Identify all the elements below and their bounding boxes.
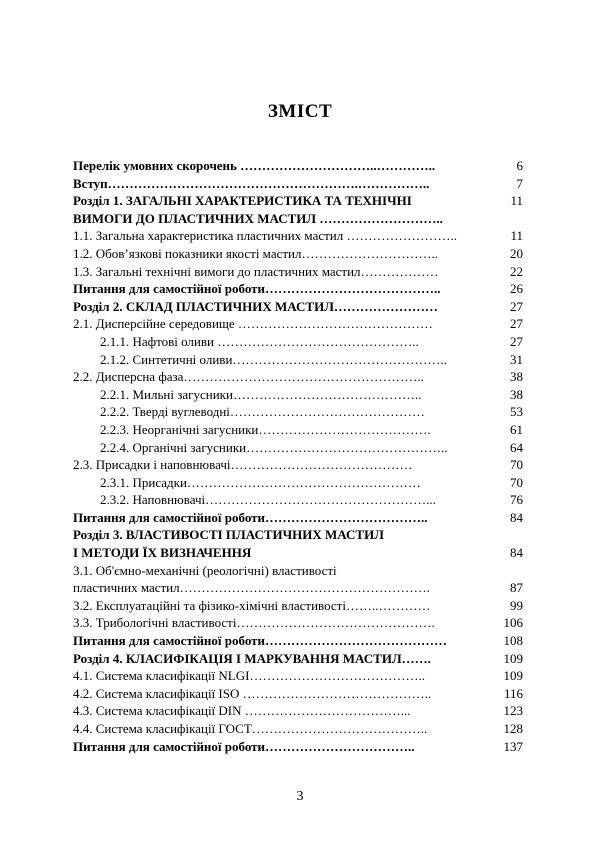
toc-entry-title: 1.1. Загальна характеристика пластичних мастил …………………….. bbox=[73, 228, 457, 244]
toc-entry-page: 27 bbox=[510, 298, 523, 314]
toc-entry bbox=[73, 245, 523, 263]
toc-entry-title: пластичних мастил…………………………………………………. bbox=[73, 580, 430, 596]
toc-entry bbox=[73, 491, 523, 509]
toc-entry-page: 109 bbox=[503, 668, 523, 684]
toc-entry-page: 70 bbox=[510, 474, 523, 490]
toc-entry-title: Питання для самостійної роботи……………………………….. bbox=[73, 509, 428, 525]
toc-entry-page: 123 bbox=[503, 703, 523, 719]
toc-entry bbox=[73, 650, 523, 668]
toc-entry bbox=[73, 351, 523, 369]
toc-entry bbox=[73, 175, 523, 193]
toc-entry-page: 27 bbox=[510, 333, 523, 349]
toc-entry bbox=[73, 157, 523, 175]
toc-entry-page: 11 bbox=[510, 228, 523, 244]
page-title: ЗМІСТ bbox=[267, 101, 333, 122]
toc-entry bbox=[73, 738, 523, 756]
toc-entry-page: 38 bbox=[510, 369, 523, 385]
toc-entry bbox=[73, 614, 523, 632]
toc-entry-title: 1.2. Обов’язкові показники якості мастил………………………….. bbox=[73, 245, 438, 261]
toc-entry-title: Розділ 1. ЗАГАЛЬНІ ХАРАКТЕРИСТИКА ТА ТЕХНІЧНІ bbox=[73, 193, 412, 209]
toc-entry-page: 70 bbox=[510, 457, 523, 473]
toc-entry-page: 26 bbox=[510, 281, 523, 297]
toc-entry-page: 31 bbox=[510, 351, 523, 367]
toc-entry-page: 53 bbox=[510, 404, 523, 420]
toc-entry-page: 27 bbox=[510, 316, 523, 332]
toc-entry-title: Розділ 3. ВЛАСТИВОСТІ ПЛАСТИЧНИХ МАСТИЛ bbox=[73, 527, 384, 543]
toc-entry-page: 99 bbox=[510, 597, 523, 613]
toc-entry bbox=[73, 667, 523, 685]
toc-entry-page: 108 bbox=[503, 633, 523, 649]
toc-entry-title: 4.1. Система класифікації NLGI………………………………….. bbox=[73, 668, 425, 684]
toc-entry-title: 2.2.4. Органічні загусники……………………………………….. bbox=[100, 439, 448, 455]
toc-entry-page: 64 bbox=[510, 439, 523, 455]
toc-entry-title: 4.3. Система класифікації DIN ………………………………... bbox=[73, 703, 411, 719]
toc-entry bbox=[73, 579, 523, 597]
toc-entry bbox=[73, 210, 523, 228]
toc-entry-title: 2.1.2. Синтетичні оливи………………………………………….. bbox=[100, 351, 447, 367]
toc-entry bbox=[73, 562, 523, 580]
toc-entry bbox=[73, 702, 523, 720]
toc-entry bbox=[73, 333, 523, 351]
toc-entry-title: 1.3. Загальні технічні вимоги до пластичних мастил……………… bbox=[73, 263, 439, 279]
toc-entry bbox=[73, 192, 523, 210]
toc-entry-title: Вступ………………………………………………….…………….. bbox=[73, 175, 430, 191]
toc-entry-page: 6 bbox=[516, 158, 523, 173]
toc-entry bbox=[73, 474, 523, 492]
toc-entry-page: 76 bbox=[510, 492, 523, 508]
toc-entry-title: 2.1. Дисперсійне середовище ……………………………………… bbox=[73, 316, 433, 332]
toc-entry bbox=[73, 685, 523, 703]
toc-entry-title: Питання для самостійної роботи…………………………………… bbox=[73, 633, 448, 649]
toc-entry-page: 84 bbox=[510, 545, 523, 561]
toc-entry-title: 2.2. Дисперсна фаза……………………………………………….. bbox=[73, 369, 424, 385]
toc-entry-page: 87 bbox=[510, 580, 523, 596]
toc-entry bbox=[73, 386, 523, 404]
toc-entry-title: І МЕТОДИ ЇХ ВИЗНАЧЕННЯ bbox=[73, 545, 252, 561]
toc-entry bbox=[73, 526, 523, 544]
toc-entry-page: 11 bbox=[510, 193, 523, 209]
toc-entry bbox=[73, 263, 523, 281]
toc-entry-title: 3.3. Трибологічні властивості………………………………………. bbox=[73, 615, 435, 631]
toc-entry bbox=[73, 544, 523, 562]
toc-entry-title: 2.1.1. Нафтові оливи ……………………………………….. bbox=[100, 333, 419, 349]
toc-entry-page: 128 bbox=[503, 721, 523, 736]
toc-entry bbox=[73, 227, 523, 245]
toc-entry-title: Перелік умовних скорочень …………………………..………….. bbox=[73, 158, 436, 173]
toc-entry bbox=[73, 439, 523, 457]
page-number: 3 bbox=[296, 789, 304, 804]
table-of-contents bbox=[73, 157, 523, 755]
toc-entry-title: Питання для самостійної роботи…………………………….. bbox=[73, 738, 415, 754]
toc-entry-page: 22 bbox=[510, 263, 523, 279]
toc-entry-page: 7 bbox=[516, 175, 523, 191]
toc-entry bbox=[73, 509, 523, 527]
toc-entry bbox=[73, 632, 523, 650]
toc-entry-title: Питання для самостійної роботи………………………………….. bbox=[73, 281, 441, 297]
toc-entry-title: 4.4. Система класифікації ГОСТ………………………………….. bbox=[73, 721, 428, 736]
toc-entry-page: 38 bbox=[510, 386, 523, 402]
toc-entry-page: 137 bbox=[503, 738, 523, 754]
toc-entry-title: 2.2.1. Мильні загусники…………………………………….. bbox=[100, 386, 422, 402]
toc-entry-title: Розділ 2. СКЛАД ПЛАСТИЧНИХ МАСТИЛ…………………… bbox=[73, 298, 438, 314]
toc-entry-page: 84 bbox=[510, 509, 523, 525]
toc-entry-title: 4.2. Система класифікації ISO …………………………………….. bbox=[73, 685, 432, 701]
toc-entry-title: 3.2. Експлуатаційні та фізико-хімічні властивості……..………… bbox=[73, 597, 431, 613]
toc-entry bbox=[73, 456, 523, 474]
toc-entry bbox=[73, 280, 523, 298]
toc-entry bbox=[73, 597, 523, 615]
toc-entry-page: 109 bbox=[503, 650, 523, 666]
toc-entry bbox=[73, 421, 523, 439]
toc-entry-title: ВИМОГИ ДО ПЛАСТИЧНИХ МАСТИЛ ……………………….. bbox=[73, 210, 443, 226]
toc-entry bbox=[73, 315, 523, 333]
toc-entry bbox=[73, 720, 523, 738]
toc-entry-title: Розділ 4. КЛАСИФІКАЦІЯ І МАРКУВАННЯ МАСТИЛ……. bbox=[73, 650, 431, 666]
toc-entry-title: 2.3. Присадки і наповнювачі…………………………………… bbox=[73, 457, 413, 473]
toc-entry-page: 61 bbox=[510, 421, 523, 437]
toc-entry-page: 106 bbox=[503, 615, 523, 631]
toc-entry-title: 2.3.2. Наповнювачі……………………………………………... bbox=[100, 492, 436, 508]
toc-entry-title: 2.3.1. Присадки……………………………………………… bbox=[100, 474, 421, 490]
toc-entry bbox=[73, 403, 523, 421]
toc-entry-page: 116 bbox=[503, 685, 523, 701]
toc-entry-page: 20 bbox=[510, 245, 523, 261]
toc-entry-title: 2.2.2. Тверді вуглеводні……………………………………… bbox=[100, 404, 425, 420]
toc-entry bbox=[73, 298, 523, 316]
toc-entry-title: 3.1. Об'ємно-механічні (реологічні) властивості bbox=[73, 562, 337, 578]
toc-entry-title: 2.2.3. Неорганічні загусники…………………………………. bbox=[100, 421, 431, 437]
toc-entry bbox=[73, 368, 523, 386]
